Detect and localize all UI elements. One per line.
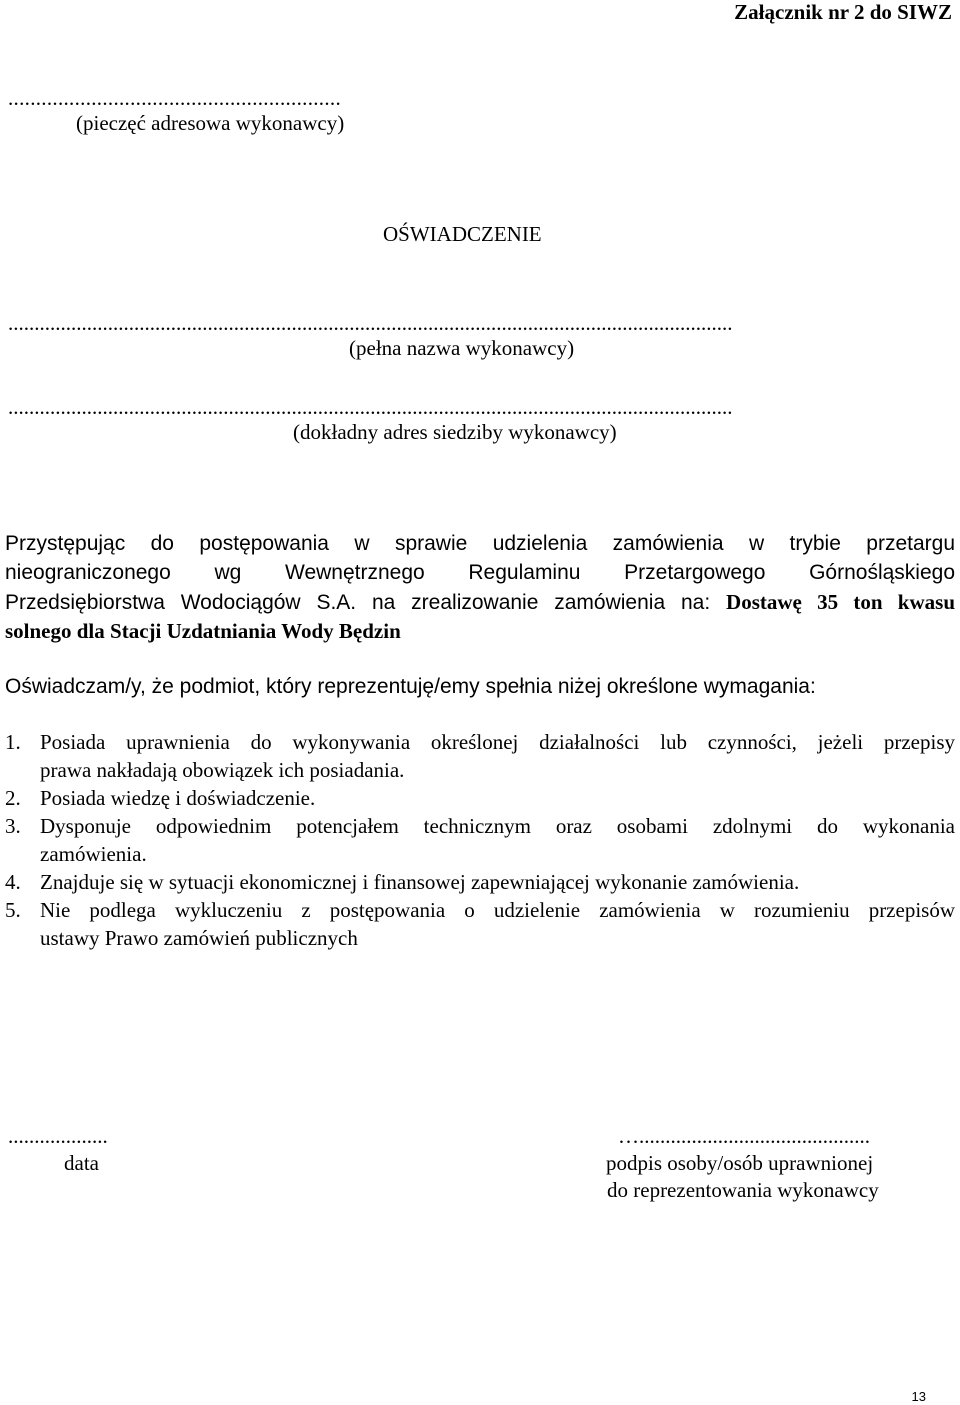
requirement-number: 3.	[5, 814, 21, 838]
contractor-address-dots: ..........................................................................................................................................	[8, 395, 733, 419]
document-title: OŚWIADCZENIE	[383, 222, 542, 246]
page-number: 13	[911, 1389, 926, 1404]
declaration-text: Oświadczam/y, że podmiot, który reprezentuję/emy spełnia niżej określone wymagania:	[5, 675, 816, 698]
contractor-address-caption: (dokładny adres siedziby wykonawcy)	[293, 420, 617, 444]
intro-subject-bold: Dostawę 35 ton kwasu	[726, 590, 955, 614]
requirement-number: 2.	[5, 786, 21, 810]
date-label: data	[64, 1151, 99, 1175]
requirement-text-line-2: zamówienia.	[40, 842, 147, 866]
signature-label-line-1: podpis osoby/osób uprawnionej	[606, 1151, 874, 1175]
date-dots: ...................	[8, 1124, 108, 1148]
requirement-number: 5.	[5, 898, 21, 922]
stamp-caption: (pieczęć adresowa wykonawcy)	[76, 111, 345, 135]
requirement-text-line-2: prawa nakładają obowiązek ich posiadania.	[40, 758, 405, 782]
stamp-dots: ............................................................	[8, 86, 341, 110]
requirement-text-line-1: Posiada uprawnienia do wykonywania określonej działalności lub czynności, jeżeli przepisy	[40, 730, 955, 754]
signature-label-line-2: do reprezentowania wykonawcy	[607, 1178, 879, 1202]
intro-line-1: Przystępując do postępowania w sprawie udzielenia zamówienia w trybie przetargu	[5, 532, 955, 555]
annex-label: Załącznik nr 2 do SIWZ	[734, 0, 952, 24]
intro-subject-continued: solnego dla Stacji Uzdatniania Wody Będzin	[5, 619, 401, 643]
requirement-number: 1.	[5, 730, 21, 754]
requirement-text-line-1: Posiada wiedzę i doświadczenie.	[40, 786, 316, 810]
contractor-name-dots: ..........................................................................................................................................	[8, 311, 733, 335]
intro-line-3	[5, 590, 955, 618]
requirement-text-line-2: ustawy Prawo zamówień publicznych	[40, 926, 358, 950]
intro-line-3-mid: na zrealizowanie zamówienia na:	[356, 591, 727, 614]
requirement-number: 4.	[5, 870, 21, 894]
intro-line-3-prefix: Przedsiębiorstwa Wodociągów S.A.	[5, 591, 357, 614]
requirement-text-line-1: Znajduje się w sytuacji ekonomicznej i finansowej zapewniającej wykonanie zamówienia.	[40, 870, 800, 894]
requirement-text-line-1: Dysponuje odpowiednim potencjałem technicznym oraz osobami zdolnymi do wykonania	[40, 814, 955, 838]
requirement-text-line-1: Nie podlega wykluczeniu z postępowania o udzielenie zamówienia w rozumieniu przepisów	[40, 898, 955, 922]
intro-line-2: nieograniczonego wg Wewnętrznego Regulaminu Przetargowego Górnośląskiego	[5, 561, 955, 584]
signature-dots: …............................................	[618, 1124, 870, 1148]
contractor-name-caption: (pełna nazwa wykonawcy)	[349, 336, 575, 360]
